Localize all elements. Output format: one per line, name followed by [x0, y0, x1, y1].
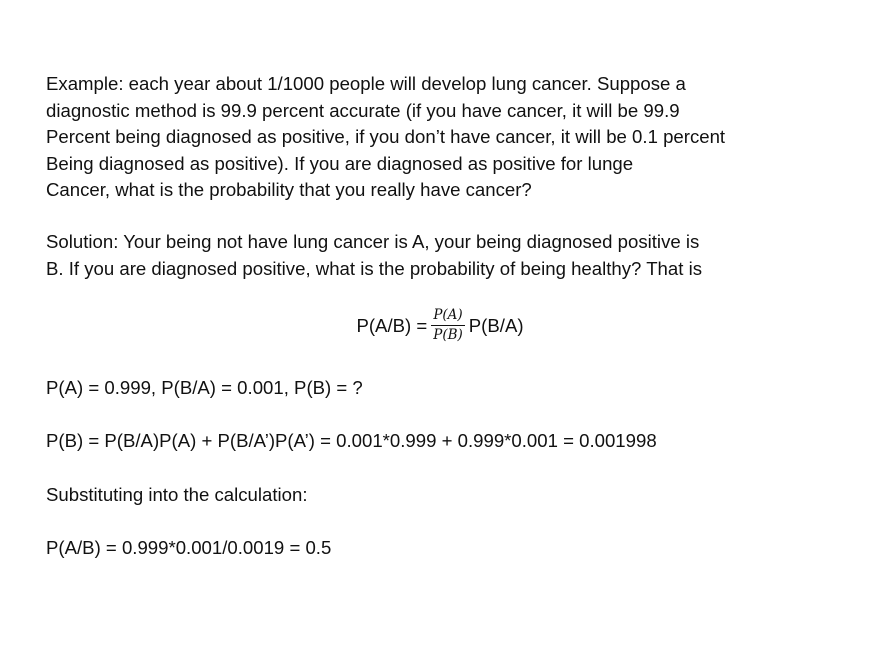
example-line-2: diagnostic method is 99.9 percent accurate (if you have cancer, it will be 99.9: [46, 99, 680, 121]
pb-calculation: P(B) = P(B/A)P(A) + P(B/A’)P(A’) = 0.001*0.999 + 0.999*0.001 = 0.001998: [46, 430, 657, 451]
solution-paragraph: [46, 229, 846, 282]
example-line-5: Cancer, what is the probability that you really have cancer?: [46, 179, 532, 200]
formula-rhs: P(B/A): [468, 314, 524, 336]
final-result: P(A/B) = 0.999*0.001/0.0019 = 0.5: [46, 537, 332, 558]
example-line-3: Percent being diagnosed as positive, if you don’t have cancer, it will be 0.1 percent: [46, 126, 726, 147]
given-values: P(A) = 0.999, P(B/A) = 0.001, P(B) = ?: [46, 377, 363, 398]
substituting-text: Substituting into the calculation:: [46, 484, 308, 505]
solution-line-1: Solution: Your being not have lung cancer is A, your being diagnosed positive is: [46, 231, 700, 252]
formula-numerator: P(A): [433, 307, 463, 323]
formula-lhs: P(A/B) =: [356, 314, 428, 336]
formula-fraction: [431, 308, 465, 343]
fraction-bar: [431, 325, 465, 326]
example-line-4: Being diagnosed as positive). If you are diagnosed as positive for lunge: [46, 152, 634, 174]
example-paragraph: [46, 71, 846, 204]
formula-denominator: P(B): [433, 327, 463, 343]
solution-line-2: B. If you are diagnosed positive, what is the probability of being healthy? That is: [46, 257, 703, 279]
example-line-1: Example: each year about 1/1000 people will develop lung cancer. Suppose a: [46, 73, 686, 94]
bayes-formula: [0, 308, 880, 343]
